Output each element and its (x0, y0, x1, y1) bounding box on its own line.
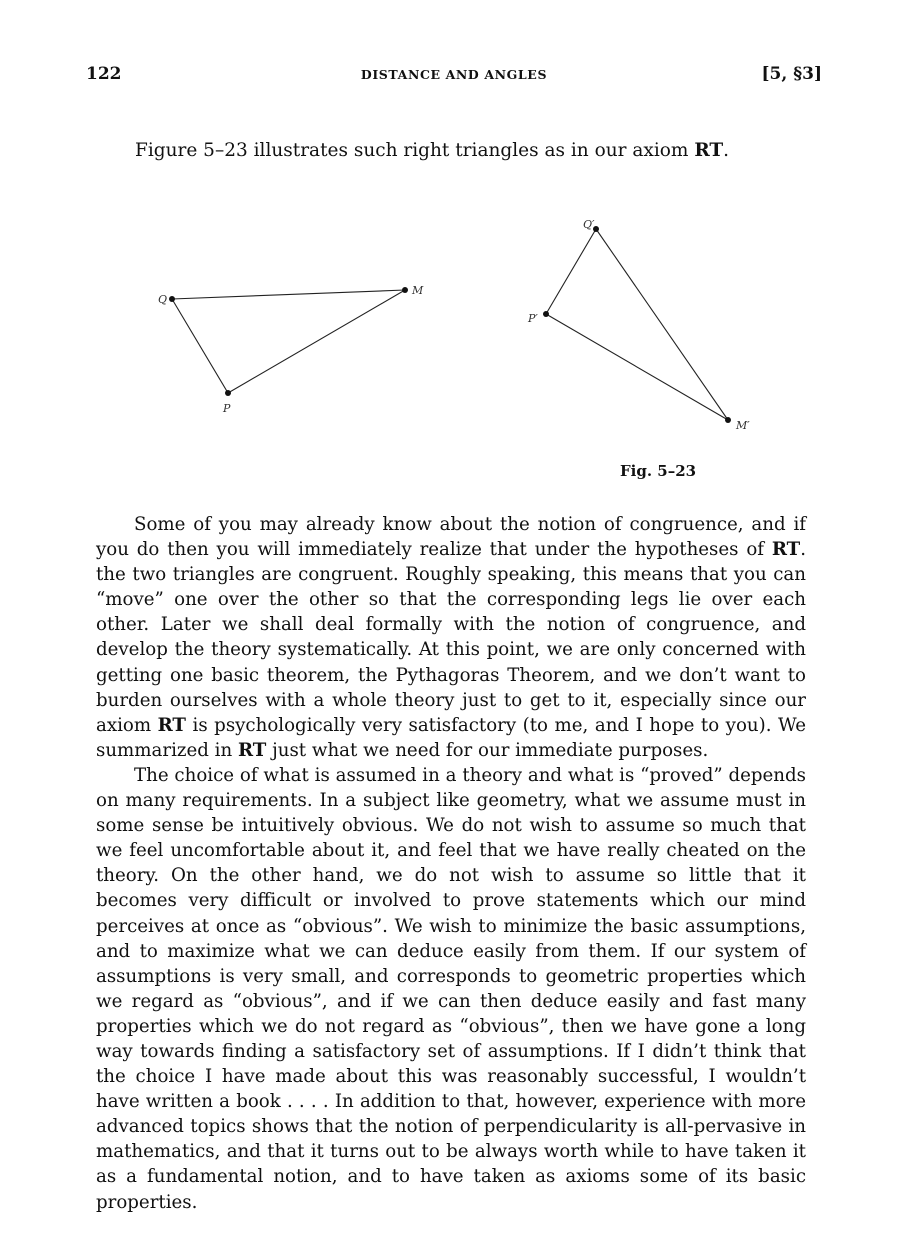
label-m: M (412, 284, 424, 297)
paragraph-1-segment: just what we need for our immediate purposes. (266, 739, 709, 761)
intro-text: Figure 5–23 illustrates such right triangles as in our axiom (135, 140, 695, 161)
axiom-name: RT (694, 140, 724, 161)
figure-caption: Fig. 5–23 (620, 462, 697, 480)
axiom-name: RT (771, 539, 801, 561)
left-triangle-side-pm (228, 290, 405, 393)
vertex-m (402, 287, 408, 293)
right-triangle (546, 229, 728, 420)
label-m-prime: M′ (736, 419, 750, 432)
right-triangle-side-qp (546, 229, 596, 314)
right-triangle-side-qm (596, 229, 728, 420)
vertex-p (225, 390, 231, 396)
vertex-q (169, 296, 175, 302)
left-triangle-side-qm (172, 290, 405, 299)
paragraph-2-segment: The choice of what is assumed in a theory and what is “proved” depends on many requirements. In a subject like geometry, what we assume must in some sense be intuitively obvious. We do not wish to assume so much that we feel uncomfortable about it, and feel that we have really cheated on the theory. On the other hand, we do not wish to assume so little that it becomes very difficult or involved to prove statements which our mind perceives at once as “obvious”. We wish to minimize the basic assumptions, and to maximize what we can deduce easily from them. If our system of assumptions is very small, and corresponds to geometric properties which we regard as “obvious”, and if we can then deduce easily and fast many properties which we do not regard as “obvious”, then we have gone a long way towards finding a satisfactory set of assumptions. If I didn’t think that the choice I have made about this was reasonably successful, I wouldn’t have written a book . . . . In addition to that, however, experience with more advanced topics shows that the notion of perpendicularity is all-pervasive in mathematics, and that it turns out to be always worth while to have taken it as a fundamental notion, and to have taken as axioms some of its basic properties. (96, 764, 806, 1213)
paragraph-1-segment: . the two triangles are congruent. Roughly speaking, this means that you can “move” one over the other so that the corresponding legs lie over each other. Later we shall deal formally with the notion of congruence, and develop the theory systematically. At this point, we are only concerned with getting one basic theorem, the Pythagoras Theorem, and we don’t want to burden ourselves with a whole theory just to get to it, especially since our axiom (96, 539, 806, 736)
intro-period: . (723, 140, 730, 161)
paragraph-1-segment: is psychologically very satisfactory (to me, and I hope to you). We summarized in (96, 714, 806, 761)
paragraph-2 (96, 763, 806, 1215)
section-reference: [5, §3] (761, 64, 822, 84)
left-triangle-vertices (169, 287, 408, 396)
axiom-name: RT (157, 714, 186, 736)
right-triangle-side-pm (546, 314, 728, 420)
vertex-m-prime (725, 417, 731, 423)
body-text (96, 512, 806, 1215)
label-p-prime: P′ (528, 312, 538, 325)
paragraph-1-segment: Some of you may already know about the notion of congruence, and if you do then you will immediately realize that under the hypotheses of (96, 514, 806, 561)
page-number: 122 (86, 64, 122, 84)
label-p: P (223, 402, 231, 415)
paragraph-1 (96, 512, 806, 763)
right-triangle-vertices (543, 226, 731, 423)
axiom-name: RT (237, 739, 267, 761)
running-head: DISTANCE AND ANGLES (360, 67, 548, 82)
left-triangle-side-qp (172, 299, 228, 393)
left-triangle (172, 290, 405, 393)
label-q: Q (158, 293, 168, 306)
label-q-prime: Q′ (583, 218, 595, 231)
vertex-p-prime (543, 311, 549, 317)
figure-5-23 (0, 0, 898, 500)
